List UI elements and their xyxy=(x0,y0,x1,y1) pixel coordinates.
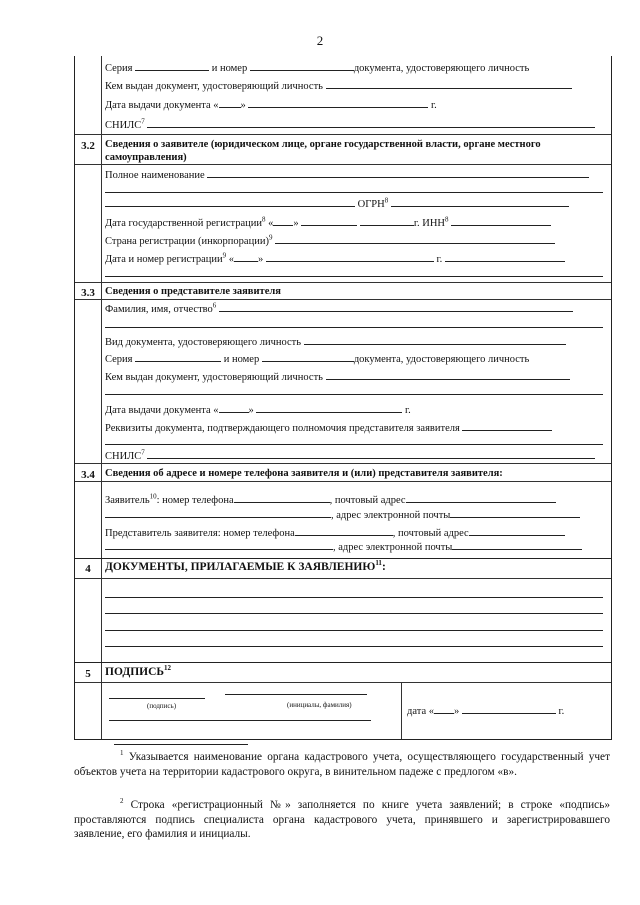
country-row xyxy=(105,233,605,248)
section-number: 3.3 xyxy=(81,287,95,299)
full-name-field[interactable] xyxy=(207,167,589,178)
footnote-ref: 10 xyxy=(149,492,157,501)
series-label: Серия xyxy=(105,63,133,74)
page-number: 2 xyxy=(316,33,324,48)
colon: : xyxy=(381,561,386,573)
section-number: 5 xyxy=(85,668,91,680)
snils-label: СНИЛС xyxy=(105,451,142,462)
snils-field[interactable] xyxy=(147,117,595,128)
reg-date-row xyxy=(105,215,605,230)
series-field[interactable] xyxy=(135,351,221,362)
year-label: г. xyxy=(431,100,437,111)
rep-issued-by-row xyxy=(105,369,605,384)
series-field[interactable] xyxy=(135,60,209,71)
applicant-phone-field[interactable] xyxy=(234,492,330,503)
doc-id-label: документа, удостоверяющего личность xyxy=(353,354,530,365)
doc-type-row xyxy=(105,334,605,349)
requisites-continuation-field[interactable] xyxy=(105,444,603,445)
divider xyxy=(75,134,611,135)
ogrn-row xyxy=(105,196,605,211)
footnote-ref: 7 xyxy=(141,448,145,457)
rep-contacts-row xyxy=(105,525,605,540)
full-name-row xyxy=(105,167,605,182)
applicant-email-field[interactable] xyxy=(450,507,580,518)
footnote-mark: 1 xyxy=(120,749,124,758)
footnote-ref: 9 xyxy=(268,233,273,242)
applicant-postal-continuation-field[interactable] xyxy=(105,507,331,518)
quote-close: » xyxy=(240,100,246,111)
email-label: , адрес электронной почты xyxy=(331,510,451,521)
signature-label: (подпись) xyxy=(147,702,177,710)
full-name-continuation-field[interactable] xyxy=(105,196,355,207)
rep-postal-field[interactable] xyxy=(469,525,565,536)
quote-close: » xyxy=(293,218,299,229)
reg-day-field[interactable] xyxy=(273,215,293,226)
inn-field[interactable] xyxy=(451,215,551,226)
year-label: г. xyxy=(436,254,443,265)
number-column-divider xyxy=(101,56,102,739)
year-label: г. xyxy=(405,405,411,416)
requisites-field[interactable] xyxy=(462,420,552,431)
footnote-1 xyxy=(74,750,610,779)
reg-number-day-field[interactable] xyxy=(234,251,258,262)
documents-title: ДОКУМЕНТЫ, ПРИЛАГАЕМЫЕ К ЗАЯВЛЕНИЮ xyxy=(105,561,376,573)
issue-day-field[interactable] xyxy=(219,402,249,413)
series-label: Серия xyxy=(105,354,133,365)
footnote-ref: 12 xyxy=(164,664,172,673)
divider xyxy=(75,282,611,283)
reg-number-continuation-field[interactable] xyxy=(105,276,603,277)
ogrn-field[interactable] xyxy=(391,196,569,207)
reg-year-field[interactable] xyxy=(360,215,414,226)
email-label: , адрес электронной почты xyxy=(333,542,453,553)
postal-label: , почтовый адрес xyxy=(392,528,469,539)
sign-day-field[interactable] xyxy=(434,703,454,714)
phone-label: : номер телефона xyxy=(156,495,234,506)
documents-line-2[interactable] xyxy=(105,613,603,614)
snils-field[interactable] xyxy=(147,448,595,459)
divider xyxy=(75,481,611,482)
quote-close: » xyxy=(453,706,460,717)
rep-postal-continuation-field[interactable] xyxy=(105,539,333,550)
inn-label: г. ИНН xyxy=(413,218,445,229)
issued-by-field[interactable] xyxy=(326,78,572,89)
reg-month-field[interactable] xyxy=(301,215,357,226)
issue-date-row xyxy=(105,97,605,112)
issued-by-field[interactable] xyxy=(326,369,570,380)
divider xyxy=(75,463,611,464)
rep-email-field[interactable] xyxy=(452,539,582,550)
doc-id-label: документа, удостоверяющего личность xyxy=(353,63,530,74)
quote-close: » xyxy=(248,405,254,416)
divider xyxy=(75,164,611,165)
issued-by-continuation-field[interactable] xyxy=(105,394,603,395)
divider xyxy=(75,558,611,559)
footnote-ref: 8 xyxy=(262,215,266,224)
postal-label: , почтовый адрес xyxy=(329,495,406,506)
issued-by-row xyxy=(105,78,605,93)
snils-row xyxy=(105,117,605,132)
signature-title: ПОДПИСЬ xyxy=(105,666,165,678)
footnote-text: Строка «регистрационный №» заполняется по книге учета заявлений; в строке «подпись» проставляются подпись специалиста органа кадастрового учета, принявшего и зарегистрировавшего заявление, его фамилия и инициалы. xyxy=(74,799,610,840)
snils-label: СНИЛС xyxy=(105,120,142,131)
year-label: г. xyxy=(558,706,565,717)
rep-issue-date-row xyxy=(105,402,605,417)
signature-divider xyxy=(401,682,402,739)
fio-field[interactable] xyxy=(219,301,573,312)
section-title: Сведения об адресе и номере телефона заявителя и (или) представителя заявителя: xyxy=(105,468,503,479)
applicant-label: Заявитель xyxy=(105,495,150,506)
divider xyxy=(75,662,611,663)
issued-by-label: Кем выдан документ, удостоверяющий личность xyxy=(105,372,323,383)
reg-number-month-field[interactable] xyxy=(266,251,434,262)
fio-label: Фамилия, имя, отчество xyxy=(105,304,213,315)
fio-row xyxy=(105,301,605,316)
doc-type-field[interactable] xyxy=(304,334,566,345)
documents-line-3[interactable] xyxy=(105,630,603,631)
requisites-label: Реквизиты документа, подтверждающего полномочия представителя заявителя xyxy=(105,423,460,434)
signature-date-row xyxy=(407,703,607,718)
quote-open: « xyxy=(268,218,274,229)
footnote-ref: 8 xyxy=(445,215,449,224)
rep-phone-field[interactable] xyxy=(295,525,393,536)
section-number: 3.4 xyxy=(81,469,95,481)
divider xyxy=(75,578,611,579)
section-number: 3.2 xyxy=(81,140,95,152)
documents-line-4[interactable] xyxy=(105,646,603,647)
section-title xyxy=(105,666,605,679)
section-number: 4 xyxy=(85,563,91,575)
section-title xyxy=(105,561,605,574)
issue-date-label: Дата выдачи документа « xyxy=(105,100,219,111)
reg-date-label: Дата государственной регистрации xyxy=(105,218,262,229)
footnote-ref: 6 xyxy=(212,301,217,310)
application-form xyxy=(74,56,612,740)
divider xyxy=(75,299,611,300)
reg-number-field[interactable] xyxy=(445,251,565,262)
number-field[interactable] xyxy=(250,60,354,71)
rep-series-row xyxy=(105,351,605,366)
section-title: Сведения о представителе заявителя xyxy=(105,286,281,297)
applicant-contacts-row xyxy=(105,492,605,507)
footnote-ref: 9 xyxy=(222,251,227,260)
applicant-postal-field[interactable] xyxy=(406,492,556,503)
footnote-mark: 2 xyxy=(120,797,124,806)
doc-series-row xyxy=(105,60,605,75)
reg-number-row xyxy=(105,251,605,266)
footnote-separator xyxy=(114,744,248,745)
issue-month-field[interactable] xyxy=(248,97,428,108)
quote-open: « xyxy=(228,254,235,265)
rep-snils-row xyxy=(105,448,605,463)
ogrn-label: ОГРН xyxy=(357,199,385,210)
quote-close: » xyxy=(258,254,264,265)
country-label: Страна регистрации (инкорпорации) xyxy=(105,236,269,247)
footnote-text: Указывается наименование органа кадастрового учета, осуществляющего государственный учет объектов учета на территории кадастрового округа, в винительном падеже с предлогом «в». xyxy=(74,751,610,778)
full-name-continuation-field[interactable] xyxy=(105,192,603,193)
date-label: дата « xyxy=(407,706,434,717)
country-field[interactable] xyxy=(275,233,555,244)
issued-by-label: Кем выдан документ, удостоверяющий личность xyxy=(105,81,323,92)
applicant-email-row xyxy=(105,507,605,522)
footnote-ref: 8 xyxy=(384,196,389,205)
fio-continuation-field[interactable] xyxy=(105,327,603,328)
documents-line-1[interactable] xyxy=(105,597,603,598)
name-label: (инициалы, фамилия) xyxy=(287,701,352,709)
full-name-label: Полное наименование xyxy=(105,170,205,181)
requisites-row xyxy=(105,420,605,435)
number-label: и номер xyxy=(223,354,260,365)
signature-area xyxy=(101,682,611,739)
section-title: Сведения о заявителе (юридическом лице, органе государственной власти, органе местного самоуправления) xyxy=(105,139,541,163)
name-field[interactable] xyxy=(225,694,367,695)
footnote-2 xyxy=(74,798,610,842)
issue-month-field[interactable] xyxy=(256,402,402,413)
signature-extra-line[interactable] xyxy=(109,720,371,721)
footnote-ref: 7 xyxy=(141,117,145,126)
reg-number-label: Дата и номер регистрации xyxy=(105,254,223,265)
doc-type-label: Вид документа, удостоверяющего личность xyxy=(105,337,302,348)
number-label: и номер xyxy=(211,63,248,74)
signature-field[interactable] xyxy=(109,698,205,699)
footnote-ref: 11 xyxy=(375,559,382,568)
rep-phone-label: Представитель заявителя: номер телефона xyxy=(105,528,295,539)
issue-date-label: Дата выдачи документа « xyxy=(105,405,219,416)
number-field[interactable] xyxy=(262,351,354,362)
issue-day-field[interactable] xyxy=(219,97,241,108)
rep-email-row xyxy=(105,539,605,554)
sign-month-field[interactable] xyxy=(462,703,556,714)
